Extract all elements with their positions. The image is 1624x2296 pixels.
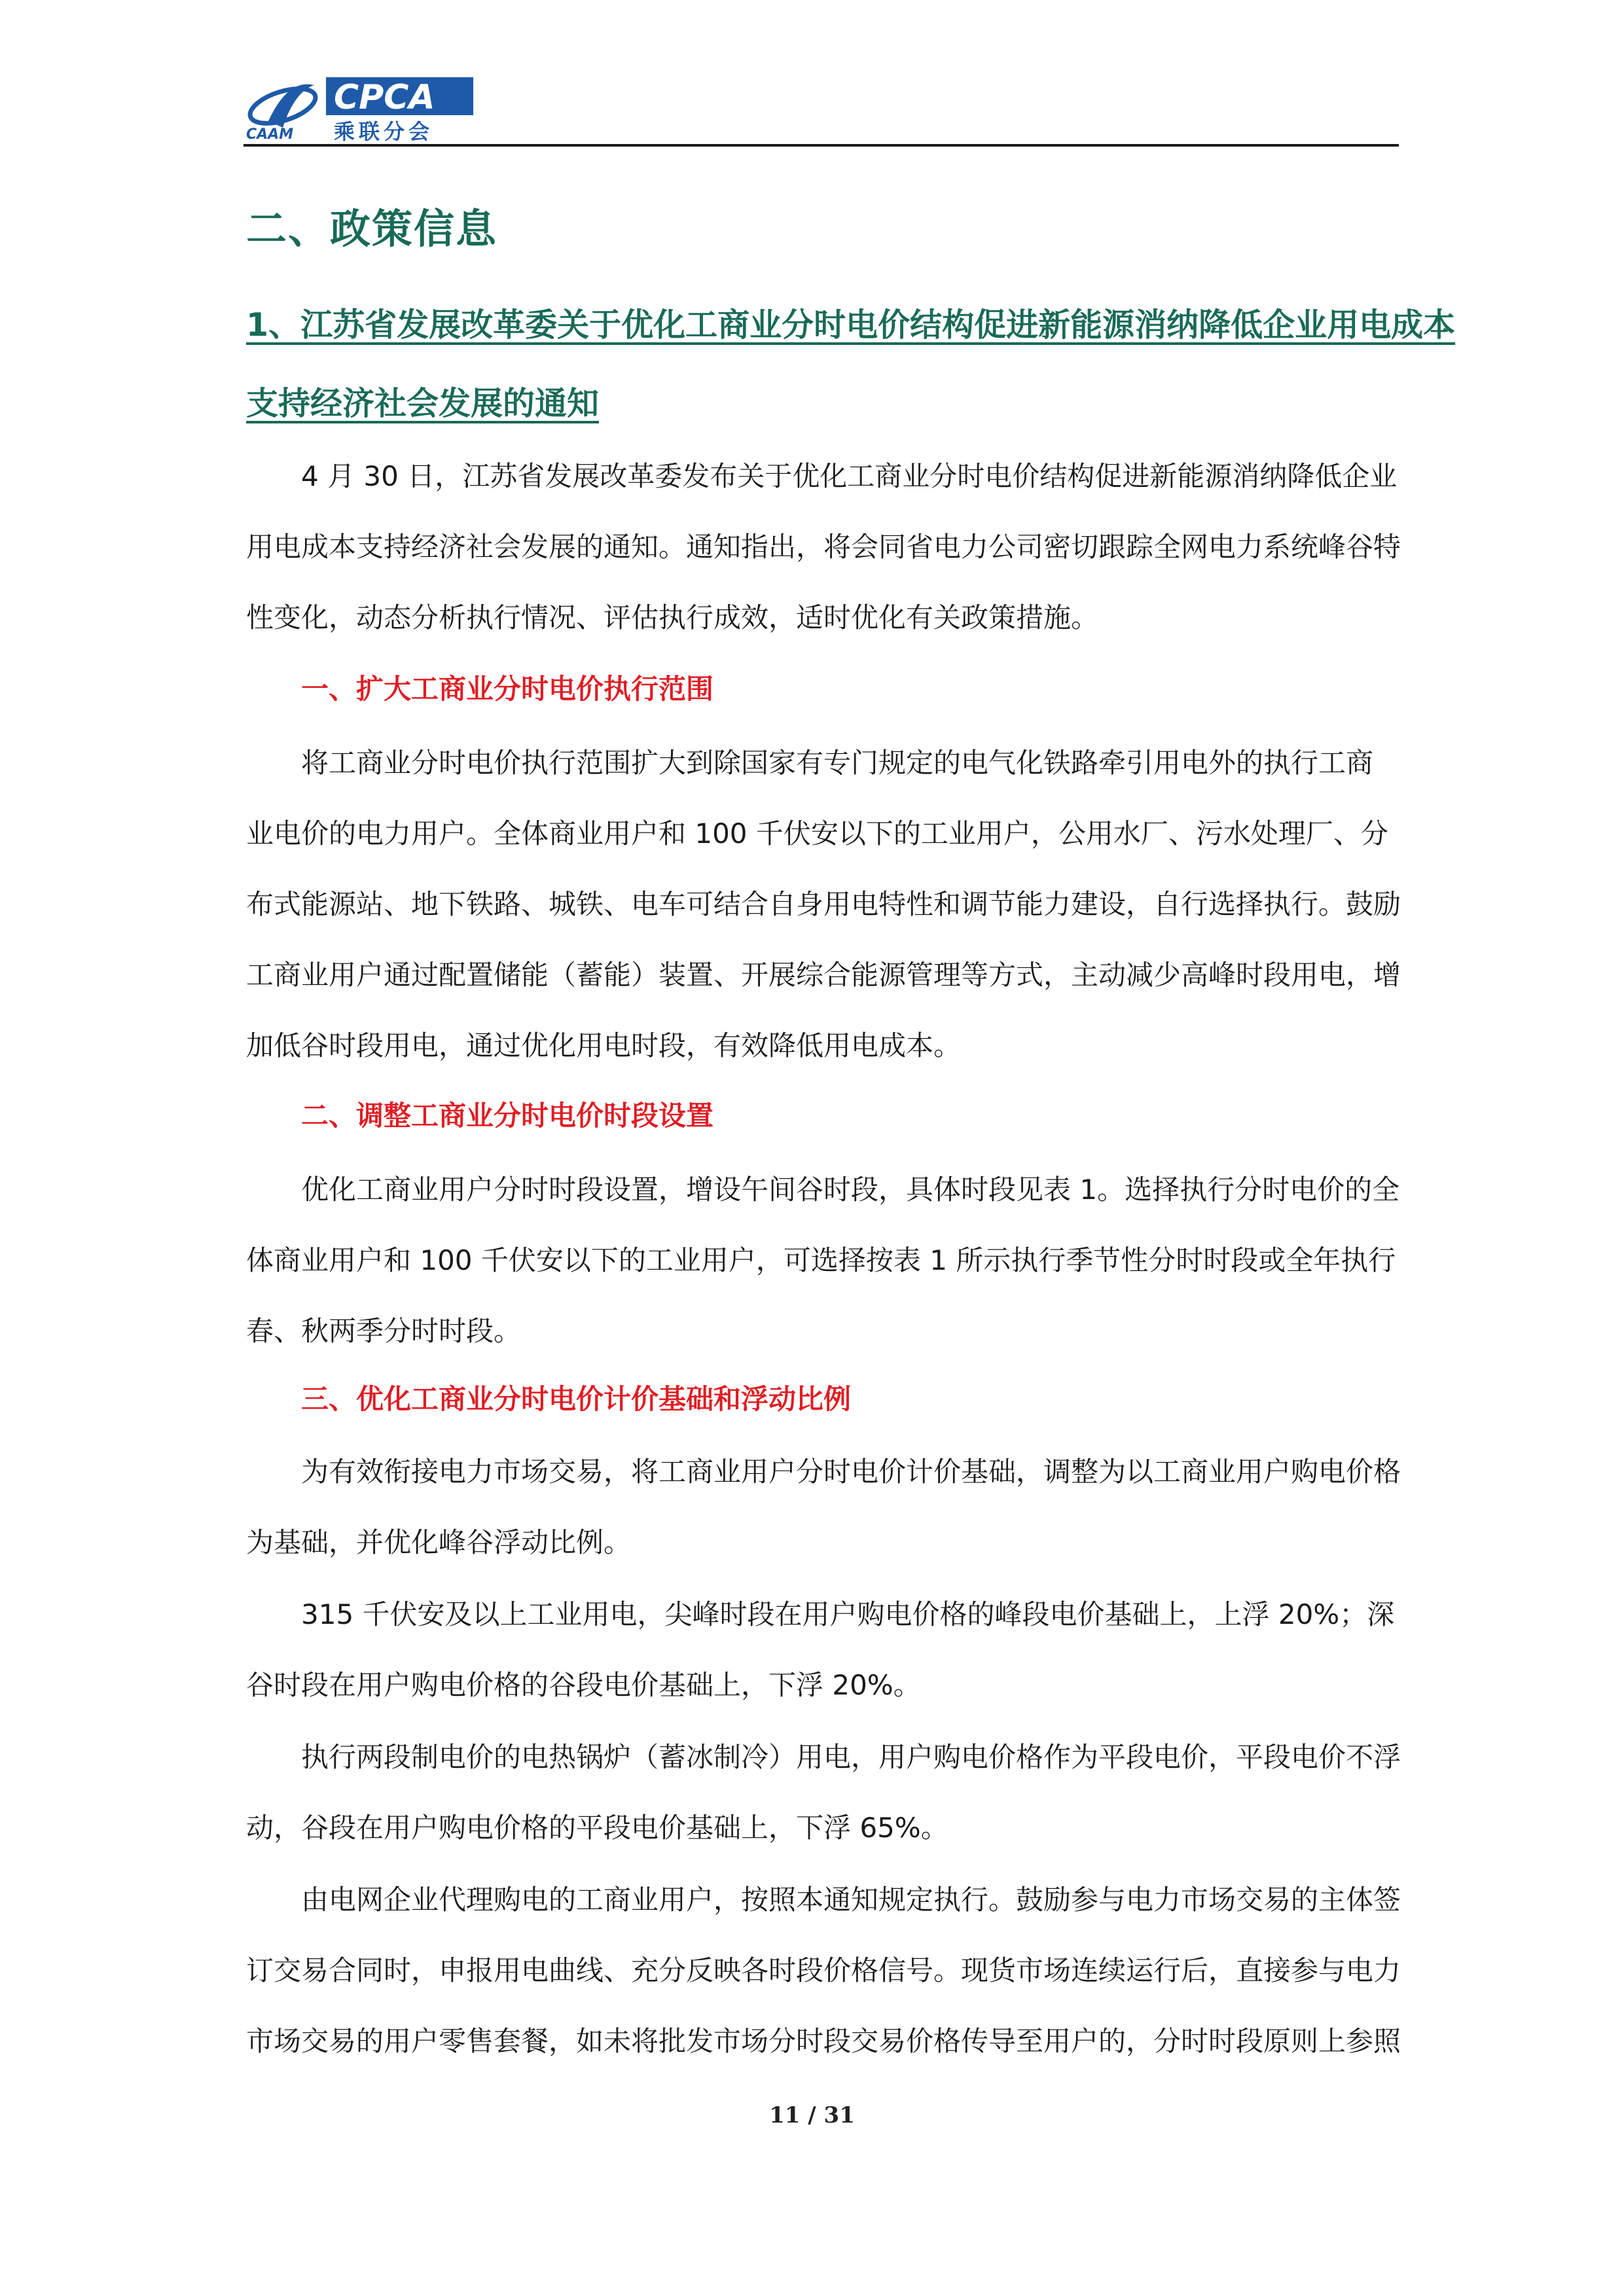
subsection-3-paragraph-3 [246,1722,1401,1863]
text-line: 为基础，并优化峰谷浮动比例。 [246,1526,632,1558]
logo-wordmark: CPCA [334,78,435,117]
article-title-line-1: 1、江苏省发展改革委关于优化工商业分时电价结构促进新能源消纳降低企业用电成本 [246,306,1456,344]
text-line: 业电价的电力用户。全体商业用户和 100 千伏安以下的工业用户，公用水厂、污水处理厂、分 [246,817,1388,850]
article-title-line-2: 支持经济社会发展的通知 [246,385,600,422]
text-line: 谷时段在用户购电价格的谷段电价基础上，下浮 20%。 [246,1669,921,1701]
text-line: 布式能源站、地下铁路、城铁、电车可结合自身用电特性和调节能力建设，自行选择执行。鼓励 [246,888,1401,920]
text-line: 工商业用户通过配置储能（蓄能）装置、开展综合能源管理等方式，主动减少高峰时段用电，增 [246,959,1401,991]
subsection-heading-1: 一、扩大工商业分时电价执行范围 [301,673,714,705]
subsection-1-paragraph [246,728,1401,1081]
page-number: 11 / 31 [769,2102,855,2128]
text-line: 动，谷段在用户购电价格的平段电价基础上，下浮 65%。 [246,1812,948,1844]
header-divider [244,144,1399,147]
subsection-2-paragraph [246,1155,1398,1367]
text-line: 春、秋两季分时时段。 [246,1315,522,1347]
text-line: 将工商业分时电价执行范围扩大到除国家有专门规定的电气化铁路牵引用电外的执行工商 [301,747,1374,779]
text-line: 订交易合同时，申报用电曲线、充分反映各时段价格信号。现货市场连续运行后，直接参与电力 [246,1954,1401,1986]
text-line: 优化工商业用户分时时段设置，增设午间谷时段，具体时段见表 1。选择执行分时电价的全 [301,1174,1400,1206]
text-line: 4 月 30 日，江苏省发展改革委发布关于优化工商业分时电价结构促进新能源消纳降低企业 [301,460,1398,492]
subsection-3-paragraph-1 [246,1437,1401,1578]
text-line: 加低谷时段用电，通过优化用电时段，有效降低用电成本。 [246,1030,962,1062]
intro-paragraph [246,441,1401,653]
subsection-heading-2: 二、调整工商业分时电价时段设置 [301,1100,714,1132]
text-line: 体商业用户和 100 千伏安以下的工业用户，可选择按表 1 所示执行季节性分时时段或全年执行 [246,1244,1396,1276]
logo-script-text: CAAM [246,126,294,143]
subsection-heading-3: 三、优化工商业分时电价计价基础和浮动比例 [301,1383,852,1415]
cpca-logo [242,65,478,144]
subsection-3-paragraph-4 [246,1865,1401,2077]
cpca-logo-icon [242,65,478,144]
text-line: 用电成本支持经济社会发展的通知。通知指出，将会同省电力公司密切跟踪全网电力系统峰谷特 [246,531,1401,563]
text-line: 为有效衔接电力市场交易，将工商业用户分时电价计价基础，调整为以工商业用户购电价格 [301,1456,1401,1488]
text-line: 执行两段制电价的电热锅炉（蓄冰制冷）用电，用户购电价格作为平段电价，平段电价不浮 [301,1741,1401,1773]
logo-subtitle: 乘联分会 [334,119,434,144]
text-line: 市场交易的用户零售套餐，如未将批发市场分时段交易价格传导至用户的，分时时段原则上参照 [246,2025,1401,2057]
text-line: 性变化，动态分析执行情况、评估执行成效，适时优化有关政策措施。 [246,601,1099,634]
text-line: 由电网企业代理购电的工商业用户，按照本通知规定执行。鼓励参与电力市场交易的主体签 [301,1884,1401,1916]
text-line: 315 千伏安及以上工业用电，尖峰时段在用户购电价格的峰段电价基础上，上浮 20%；深 [301,1598,1395,1630]
section-title: 二、政策信息 [246,205,498,253]
subsection-3-paragraph-2 [246,1579,1398,1721]
